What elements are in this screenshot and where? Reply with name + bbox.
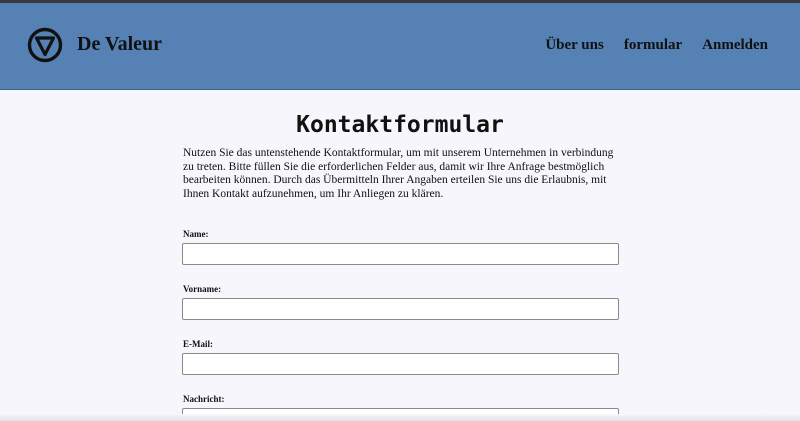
intro-text: Nutzen Sie das untenstehende Kontaktformular, um mit unserem Unternehmen in verbindung zu treten. Bitte füllen Sie die erforderlichen Felder aus, damit wir Ihre Anfrage bestmöglich bearbeiten können. Durch das Übermitteln Ihrer Angaben erteilen Sie uns die Erlaubnis, mit Ihnen Kontakt aufzunehmen, um Ihr Anliegen zu klären. <box>183 147 614 200</box>
name-field[interactable] <box>182 243 619 265</box>
page-title: Kontaktformular <box>296 112 504 138</box>
bottom-fade <box>0 414 800 421</box>
vorname-field[interactable] <box>182 298 619 320</box>
brand-name[interactable]: De Valeur <box>77 33 162 55</box>
nav-item-anmelden[interactable]: Anmelden <box>702 37 768 53</box>
nav-item-ueber-uns[interactable]: Über uns <box>545 37 604 53</box>
site-header <box>0 3 800 90</box>
name-input[interactable] <box>183 244 618 264</box>
email-label: E-Mail: <box>183 339 213 349</box>
email-field[interactable] <box>182 353 619 375</box>
nav-item-formular[interactable]: formular <box>623 37 683 53</box>
vorname-input[interactable] <box>183 299 618 319</box>
email-input[interactable] <box>183 354 618 374</box>
vorname-label: Vorname: <box>183 284 222 294</box>
nachricht-label: Nachricht: <box>183 394 225 404</box>
v-circle-logo-icon[interactable] <box>27 27 63 63</box>
main-nav <box>545 37 768 54</box>
name-label: Name: <box>183 229 209 239</box>
